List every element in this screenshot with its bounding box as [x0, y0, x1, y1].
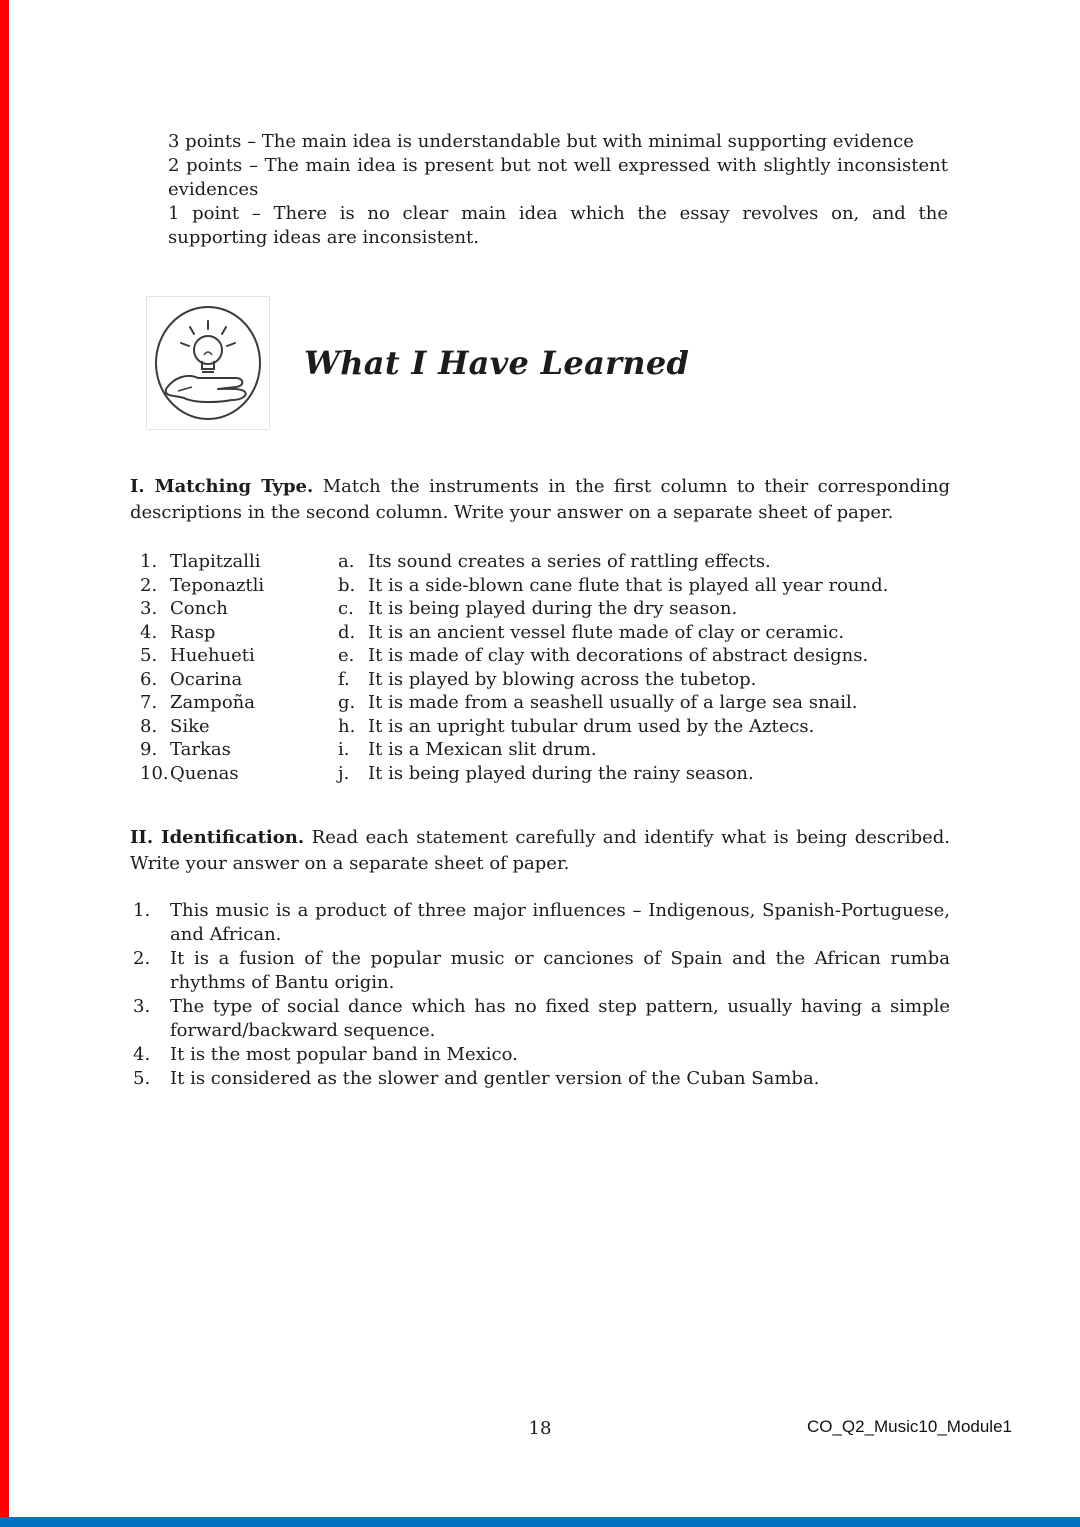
matching-row — [130, 762, 950, 786]
matching-row — [130, 621, 950, 645]
page-content — [130, 130, 950, 1091]
identification-list — [130, 899, 950, 1091]
identification-item — [130, 947, 950, 995]
item-number: 1. — [133, 900, 151, 921]
instrument-number: 7. — [140, 692, 158, 713]
description-text: Its sound creates a series of rattling effects. — [368, 551, 771, 572]
description-text: It is a Mexican slit drum. — [368, 739, 597, 760]
matching-row — [130, 597, 950, 621]
description-letter: f. — [338, 668, 350, 690]
description-letter: h. — [338, 715, 356, 737]
identification-item — [130, 1043, 950, 1067]
instrument-number: 8. — [140, 715, 158, 737]
bottom-edge-bar — [0, 1517, 1080, 1527]
rubric-line: 3 points – The main idea is understandable but with minimal supporting evidence — [168, 131, 914, 152]
item-text: This music is a product of three major influences – Indigenous, Spanish-Portuguese, and African. — [170, 900, 950, 945]
instrument-number: 10. — [140, 762, 169, 784]
instrument-name: Quenas — [170, 762, 239, 784]
item-text: It is a fusion of the popular music or canciones of Spain and the African rumba rhythms of Bantu origin. — [170, 948, 950, 993]
matching-row — [130, 715, 950, 739]
left-edge-bar — [0, 0, 9, 1527]
description-letter: a. — [338, 551, 355, 572]
description-letter: c. — [338, 598, 354, 619]
instrument-number: 5. — [140, 645, 158, 666]
instrument-name: Sike — [170, 715, 210, 737]
matching-row — [130, 574, 950, 598]
identification-heading: II. Identification. — [130, 827, 305, 848]
item-number: 3. — [133, 996, 151, 1017]
matching-row — [130, 644, 950, 668]
document-code: CO_Q2_Music10_Module1 — [806, 1417, 1012, 1436]
section-title: What I Have Learned — [304, 344, 690, 382]
matching-row — [130, 738, 950, 762]
matching-row — [130, 550, 950, 574]
instrument-name: Teponaztli — [170, 574, 265, 596]
description-letter: g. — [338, 692, 356, 713]
description-text: It is being played during the dry season. — [368, 598, 738, 619]
rubric-line: 1 point – There is no clear main idea which the essay revolves on, and the supporting ideas are inconsistent. — [168, 203, 948, 248]
identification-item — [130, 899, 950, 947]
identification-instructions-text: Read each statement carefully and identify what is being described. Write your answer on a separate sheet of paper. — [130, 827, 951, 874]
instrument-name: Huehueti — [170, 645, 255, 666]
item-number: 4. — [133, 1044, 151, 1065]
matching-row — [130, 691, 950, 715]
description-text: It is being played during the rainy season. — [368, 762, 754, 784]
item-text: It is considered as the slower and gentler version of the Cuban Samba. — [170, 1068, 820, 1089]
matching-row — [130, 668, 950, 692]
identification-instructions — [130, 825, 950, 877]
instrument-name: Rasp — [170, 621, 216, 643]
matching-list — [130, 550, 950, 785]
instrument-name: Tarkas — [170, 739, 231, 760]
description-text: It is an ancient vessel flute made of clay or ceramic. — [368, 621, 845, 643]
lightbulb-hand-icon — [146, 296, 270, 430]
description-text: It is made of clay with decorations of abstract designs. — [368, 645, 869, 666]
item-text: The type of social dance which has no fixed step pattern, usually having a simple forward/backward sequence. — [170, 996, 950, 1041]
description-letter: j. — [338, 762, 350, 784]
instrument-number: 2. — [140, 574, 158, 596]
description-text: It is a side-blown cane flute that is played all year round. — [368, 574, 889, 596]
rubric — [168, 130, 948, 250]
instrument-number: 6. — [140, 668, 158, 690]
item-number: 5. — [133, 1068, 151, 1089]
matching-instructions-text: Match the instruments in the first column to their corresponding descriptions in the second column. Write your answer on a separate sheet of paper. — [130, 476, 950, 523]
description-text: It is an upright tubular drum used by the Aztecs. — [368, 715, 815, 737]
description-letter: e. — [338, 645, 355, 666]
identification-item — [130, 1067, 950, 1091]
description-letter: d. — [338, 621, 356, 643]
instrument-number: 9. — [140, 739, 158, 760]
item-number: 2. — [133, 948, 151, 969]
matching-instructions — [130, 474, 950, 526]
description-letter: i. — [338, 739, 350, 760]
description-letter: b. — [338, 574, 356, 596]
instrument-name: Tlapitzalli — [170, 551, 261, 572]
instrument-number: 4. — [140, 621, 158, 643]
page-number: 18 — [528, 1418, 552, 1439]
section-header — [130, 296, 950, 430]
instrument-number: 3. — [140, 598, 158, 619]
rubric-line: 2 points – The main idea is present but not well expressed with slightly inconsistent evidences — [168, 155, 948, 200]
instrument-number: 1. — [140, 551, 158, 572]
description-text: It is played by blowing across the tubetop. — [368, 668, 757, 690]
description-text: It is made from a seashell usually of a large sea snail. — [368, 692, 858, 713]
instrument-name: Conch — [170, 598, 228, 619]
instrument-name: Zampoña — [170, 692, 255, 713]
matching-heading: I. Matching Type. — [130, 476, 314, 497]
instrument-name: Ocarina — [170, 668, 243, 690]
item-text: It is the most popular band in Mexico. — [170, 1044, 518, 1065]
identification-item — [130, 995, 950, 1043]
